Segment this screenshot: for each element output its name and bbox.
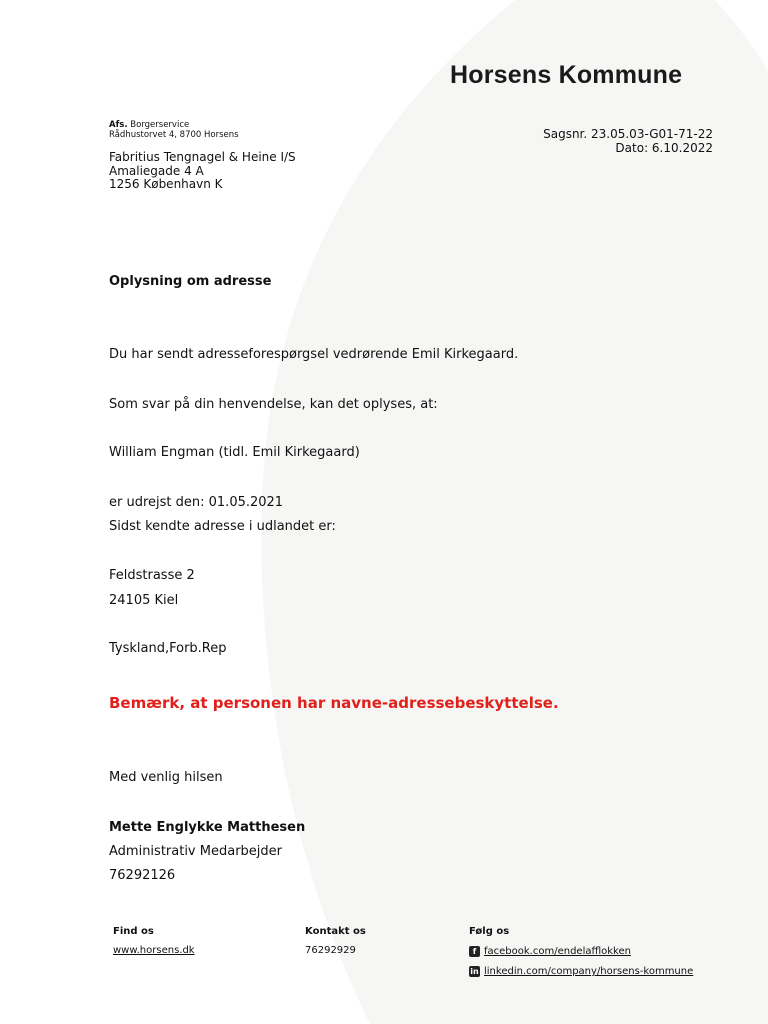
- last-address-label: Sidst kendte adresse i udlandet er:: [109, 519, 336, 534]
- sender-prefix: Afs.: [109, 120, 128, 130]
- recipient-address: [109, 151, 296, 192]
- address-street: Feldstrasse 2: [109, 568, 195, 583]
- recipient-line-2: Amaliegade 4 A: [109, 163, 204, 178]
- sender-block: [109, 120, 239, 140]
- facebook-link[interactable]: facebook.com/endelafflokken: [484, 946, 631, 957]
- body-intro: Du har sendt adresseforespørgsel vedrørende Emil Kirkegaard.: [109, 347, 519, 362]
- person-name: William Engman (tidl. Emil Kirkegaard): [109, 445, 360, 460]
- reference-block: [543, 127, 713, 155]
- footer-contact-heading: Kontakt os: [305, 926, 366, 937]
- greeting: Med venlig hilsen: [109, 770, 223, 785]
- protection-warning: Bemærk, at personen har navne-adressebeskyttelse.: [109, 694, 559, 712]
- address-city: 24105 Kiel: [109, 593, 179, 608]
- subject-heading: Oplysning om adresse: [109, 274, 272, 289]
- signature-name: Mette Englykke Matthesen: [109, 820, 306, 835]
- footer-follow-heading: Følg os: [469, 926, 510, 937]
- case-number: Sagsnr. 23.05.03-G01-71-22: [543, 127, 713, 141]
- recipient-line-1: Fabritius Tengnagel & Heine I/S: [109, 150, 296, 164]
- body-answer: Som svar på din henvendelse, kan det oplyses, at:: [109, 397, 438, 412]
- sender-address: Rådhustorvet 4, 8700 Horsens: [109, 130, 239, 140]
- letter-date: Dato: 6.10.2022: [615, 141, 713, 155]
- linkedin-link[interactable]: linkedin.com/company/horsens-kommune: [484, 966, 694, 977]
- signature-title: Administrativ Medarbejder: [109, 844, 282, 859]
- footer-facebook[interactable]: [469, 946, 631, 957]
- signature-phone: 76292126: [109, 868, 176, 883]
- recipient-line-3: 1256 København K: [109, 177, 223, 191]
- emigration-date: er udrejst den: 01.05.2021: [109, 495, 284, 510]
- horsens-kommune-logo: Horsens Kommune: [450, 61, 683, 89]
- sender-department: Borgerservice: [130, 120, 190, 130]
- linkedin-icon: in: [470, 967, 479, 976]
- footer-contact-phone: 76292929: [305, 945, 356, 956]
- footer-website-link[interactable]: www.horsens.dk: [113, 945, 195, 956]
- address-country: Tyskland,Forb.Rep: [109, 641, 227, 656]
- footer-linkedin[interactable]: [469, 966, 693, 977]
- facebook-icon: f: [469, 946, 480, 957]
- footer-find-heading: Find os: [113, 926, 154, 937]
